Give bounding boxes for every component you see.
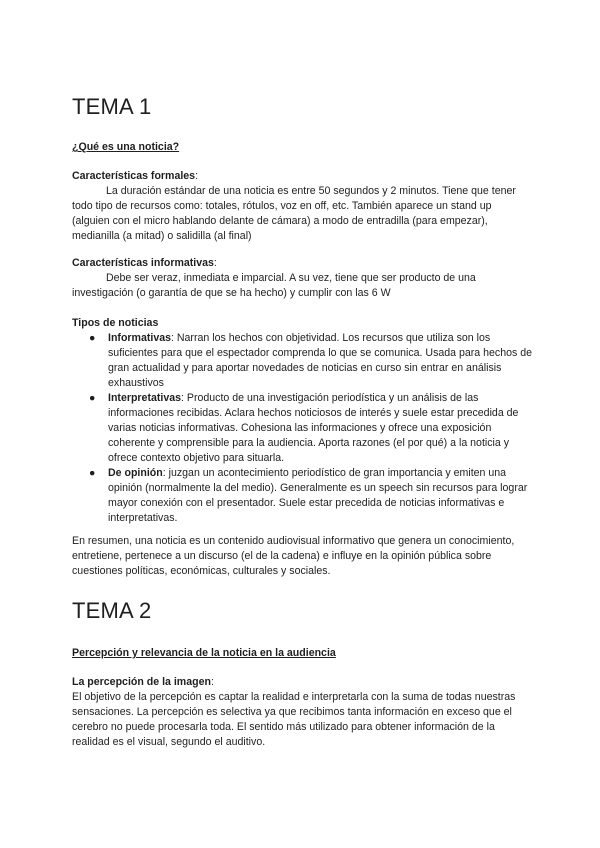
informativas-heading: Características informativas — [72, 257, 214, 269]
formales-heading: Características formales — [72, 170, 196, 182]
tema2-subtitle-block — [72, 646, 532, 661]
item-text: : Producto de una investigación periodística y un análisis de las informaciones recibidas. Aclara hechos noticiosos de interés y suele estar precedida de varias noticias informativas. Cohesiona las informaciones y ofrece una exposición coherente y comprensible para la audiencia. Aporta razones (el por qué) a la noticia y ofrece contexto objetivo para situarla. — [108, 392, 519, 464]
tema2-title: TEMA 2 — [72, 598, 152, 623]
bullet-icon: ● — [89, 332, 96, 344]
question-heading — [72, 140, 532, 155]
percepcion-section: La percepción de la imagen: El objetivo de la percepción es captar la realidad e interpretarla con la suma de todas nuestras sensaciones. La percepción es selectiva ya que recibimos tanta información en exceso que el cerebro no puede procesarla toda. El sentido más utilizado para obtener información de la realidad es el visual, segundo el auditivo. — [72, 675, 532, 750]
item-term: De opinión — [108, 467, 163, 479]
item-term: Interpretativas — [108, 392, 182, 404]
question-text: ¿Qué es una noticia? — [72, 141, 180, 153]
list-item — [72, 466, 532, 526]
list-item — [72, 331, 532, 391]
resumen-section — [72, 534, 532, 579]
informativas-section: Características informativas: Debe ser veraz, inmediata e imparcial. A su vez, tiene que ser producto de una investigación (o garantía de que se ha hecho) y cumplir con las 6 W — [72, 256, 532, 301]
formales-section: Características formales: La duración estándar de una noticia es entre 50 segundos y 2 minutos. Tiene que tener todo tipo de recursos como: totales, rótulos, voz en off, etc. También aparece un stand up (alguien con el micro hablando delante de cámara) a modo de entradilla (para empezar), medianilla (a mitad) o salidilla (al final) — [72, 169, 532, 244]
tipos-section — [72, 316, 532, 526]
percepcion-heading: La percepción de la imagen — [72, 676, 211, 688]
item-text: : Narran los hechos con objetividad. Los recursos que utiliza son los suficientes para que el espectador comprenda lo que se comunica. Usada para hechos de gran actualidad y para aportar novedades de noticias en curso sin entrar en análisis exhaustivos — [108, 332, 533, 389]
percepcion-text: El objetivo de la percepción es captar la realidad e interpretarla con la suma de todas nuestras sensaciones. La percepción es selectiva ya que recibimos tanta información en exceso que el cerebro no puede procesarla toda. El sentido más utilizado para obtener información de la realidad es el visual, segundo el auditivo. — [72, 691, 516, 748]
tipos-heading: Tipos de noticias — [72, 317, 159, 329]
bullet-icon: ● — [89, 467, 96, 479]
tema1-title: TEMA 1 — [72, 94, 152, 119]
formales-text: La duración estándar de una noticia es entre 50 segundos y 2 minutos. Tiene que tener todo tipo de recursos como: totales, rótulos, voz en off, etc. También aparece un stand up (alguien con el micro hablando delante de cámara) a modo de entradilla (para empezar), medianilla (a mitad) o salidilla (al final) — [72, 185, 516, 242]
tema2-subtitle: Percepción y relevancia de la noticia en la audiencia — [72, 647, 336, 659]
list-item — [72, 391, 532, 466]
item-term: Informativas — [108, 332, 171, 344]
bullet-icon: ● — [89, 392, 96, 404]
resumen-text: En resumen, una noticia es un contenido audiovisual informativo que genera un conocimiento, entretiene, pertenece a un discurso (el de la cadena) e influye en la opinión pública sobre cuestiones políticas, económicas, culturales y sociales. — [72, 535, 515, 577]
informativas-text: Debe ser veraz, inmediata e imparcial. A su vez, tiene que ser producto de una investigación (o garantía de que se ha hecho) y cumplir con las 6 W — [72, 272, 476, 299]
tipos-list — [72, 331, 532, 526]
item-text: : juzgan un acontecimiento periodístico de gran importancia y emiten una opinión (normalmente la del medio). Generalmente es un speech sin recursos para lograr mayor conexión con el presentador. Suele estar precedida de noticias informativas e interpretativas. — [108, 467, 528, 524]
